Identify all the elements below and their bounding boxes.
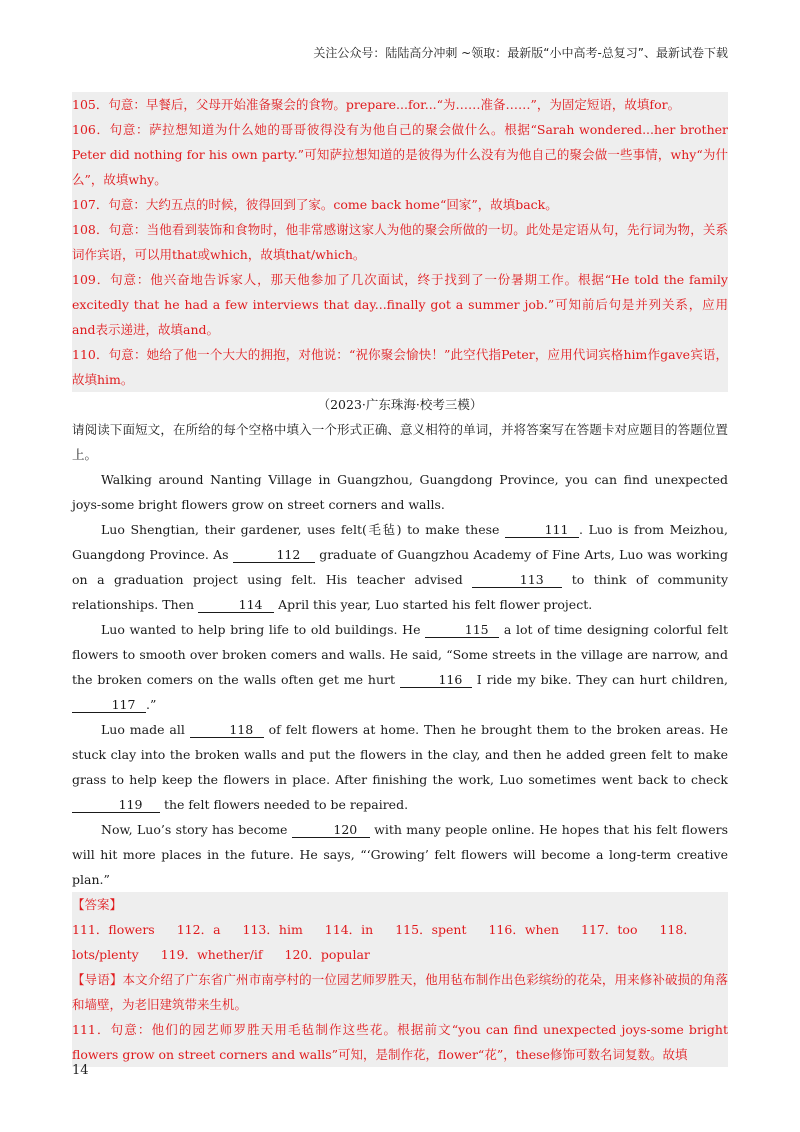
passage-text: Luo wanted to help bring life to old buildings. He (101, 622, 421, 637)
answer-item: 112．a (176, 922, 221, 937)
explanation-105: 105．句意：早餐后，父母开始准备聚会的食物。prepare...for...“为……准备……”，为固定短语，故填for。 (72, 97, 681, 112)
blank-111[interactable]: 111 (505, 522, 579, 538)
guide-paragraph: 【导语】本文介绍了广东省广州市南亭村的一位园艺师罗胜天，他用毡布制作出色彩缤纷的花朵，用来修补破损的角落和墙壁，为老旧建筑带来生机。 (72, 972, 728, 1012)
passage-text: Now, Luo’s story has become (101, 822, 288, 837)
passage-paragraph-3 (72, 617, 728, 717)
passage-text: to think of community relationships. Then (72, 572, 729, 612)
passage-text: .” (146, 697, 157, 712)
explanations-top-block (72, 92, 728, 392)
passage-text: the felt flowers needed to be repaired. (163, 797, 409, 812)
blank-115[interactable]: 115 (425, 622, 499, 638)
answer-item: 111．flowers (72, 922, 155, 937)
page-content (72, 92, 728, 1067)
passage-paragraph-5 (72, 817, 728, 892)
passage-text: Luo Shengtian, their gardener, uses felt(毛毡) to make these (101, 522, 500, 537)
explanation-110: 110．句意：她给了他一个大大的拥抱，对他说：“祝你聚会愉快！”此空代指Peter，应用代词宾格him作gave宾语，故填him。 (72, 347, 728, 387)
instruction: 请阅读下面短文，在所给的每个空格中填入一个形式正确、意义相符的单词，并将答案写在答题卡对应题目的答题位置上。 (72, 422, 728, 462)
passage-text: April this year, Luo started his felt flower project. (278, 597, 593, 612)
passage-text: Luo made all (101, 722, 185, 737)
source-line: （2023·广东珠海·校考三模） (317, 397, 483, 412)
answer-block (72, 892, 728, 1067)
answer-item: lots/plenty (72, 947, 139, 962)
passage-text: with many people online. He hopes that his felt flowers will hit more places in the future. He says, “‘Growing’ felt flowers will become a long-term creative plan.” (72, 822, 728, 887)
blank-113[interactable]: 113 (472, 572, 562, 588)
passage-text: graduate of Guangzhou Academy of Fine Arts, Luo was working on a graduation project using felt. His teacher advised (72, 547, 728, 587)
passage-text: of felt flowers at home. Then he brought them to the broken areas. He stuck clay into the broken walls and put the flowers in the clay, and then he added green felt to make grass to help keep the flowers in place. After finishing the work, Luo sometimes went back to check (72, 722, 728, 787)
explanation-111: 111．句意：他们的园艺师罗胜天用毛毡制作这些花。根据前文“you can find unexpected joys-some bright flowers grow on street corners and walls”可知，是制作花，flower“花”，these修饰可数名词复数。故填 (72, 1022, 728, 1062)
explanation-107: 107．句意：大约五点的时候，彼得回到了家。come back home“回家”，故填back。 (72, 197, 558, 212)
explanation-106: 106．句意：萨拉想知道为什么她的哥哥彼得没有为他自己的聚会做什么。根据“Sarah wondered...her brother Peter did nothing for his own party.”可知萨拉想知道的是彼得为什么没有为他自己的聚会做一些事情，why“为什么”，故填why。 (72, 122, 728, 187)
answer-item: 119．whether/if (160, 947, 263, 962)
explanation-109: 109．句意：他兴奋地告诉家人，那天他参加了几次面试，终于找到了一份暑期工作。根据“He told the family excitedly that he had a few interviews that day...finally got a summer job.”可知前后句是并列关系，应用and表示递进，故填and。 (72, 272, 728, 337)
answer-item: 114．in (324, 922, 374, 937)
passage-paragraph-1: Walking around Nanting Village in Guangzhou, Guangdong Province, you can find unexpected joys-some bright flowers grow on street corners and walls. (72, 472, 728, 512)
blank-114[interactable]: 114 (198, 597, 274, 613)
page-number: 14 (72, 1063, 89, 1078)
blank-120[interactable]: 120 (292, 822, 370, 838)
answer-item: 113．him (242, 922, 303, 937)
explanation-108: 108．句意：当他看到装饰和食物时，他非常感谢这家人为他的聚会所做的一切。此处是定语从句，先行词为物，关系词作宾语，可以用that或which，故填that/which。 (72, 222, 728, 262)
blank-117[interactable]: 117 (72, 697, 146, 713)
answer-item: 115．spent (395, 922, 467, 937)
blank-112[interactable]: 112 (233, 547, 315, 563)
page-header: 关注公众号：陆陆高分冲刺 ~领取：最新版“小中高考-总复习”、最新试卷下载 (313, 46, 728, 60)
answer-item: 118． (659, 922, 696, 937)
answers-row-1 (72, 917, 728, 942)
answer-item: 116．when (488, 922, 560, 937)
passage-text: . Luo is from Meizhou, Guangdong Province. As (72, 522, 728, 562)
answer-item: 117．too (581, 922, 638, 937)
passage-paragraph-4 (72, 717, 728, 817)
answer-heading: 【答案】 (72, 897, 123, 912)
blank-119[interactable]: 119 (72, 797, 160, 813)
blank-118[interactable]: 118 (190, 722, 264, 738)
answers-row-2 (72, 942, 728, 967)
answer-item: 120．popular (284, 947, 370, 962)
passage-text: a lot of time designing colorful felt flowers to smooth over broken comers and walls. He said, “Some streets in the village are narrow, and the broken comers on the walls often get me hurt (72, 622, 729, 687)
passage-paragraph-2 (72, 517, 728, 617)
passage-text: I ride my bike. They can hurt children, (476, 672, 728, 687)
blank-116[interactable]: 116 (400, 672, 472, 688)
